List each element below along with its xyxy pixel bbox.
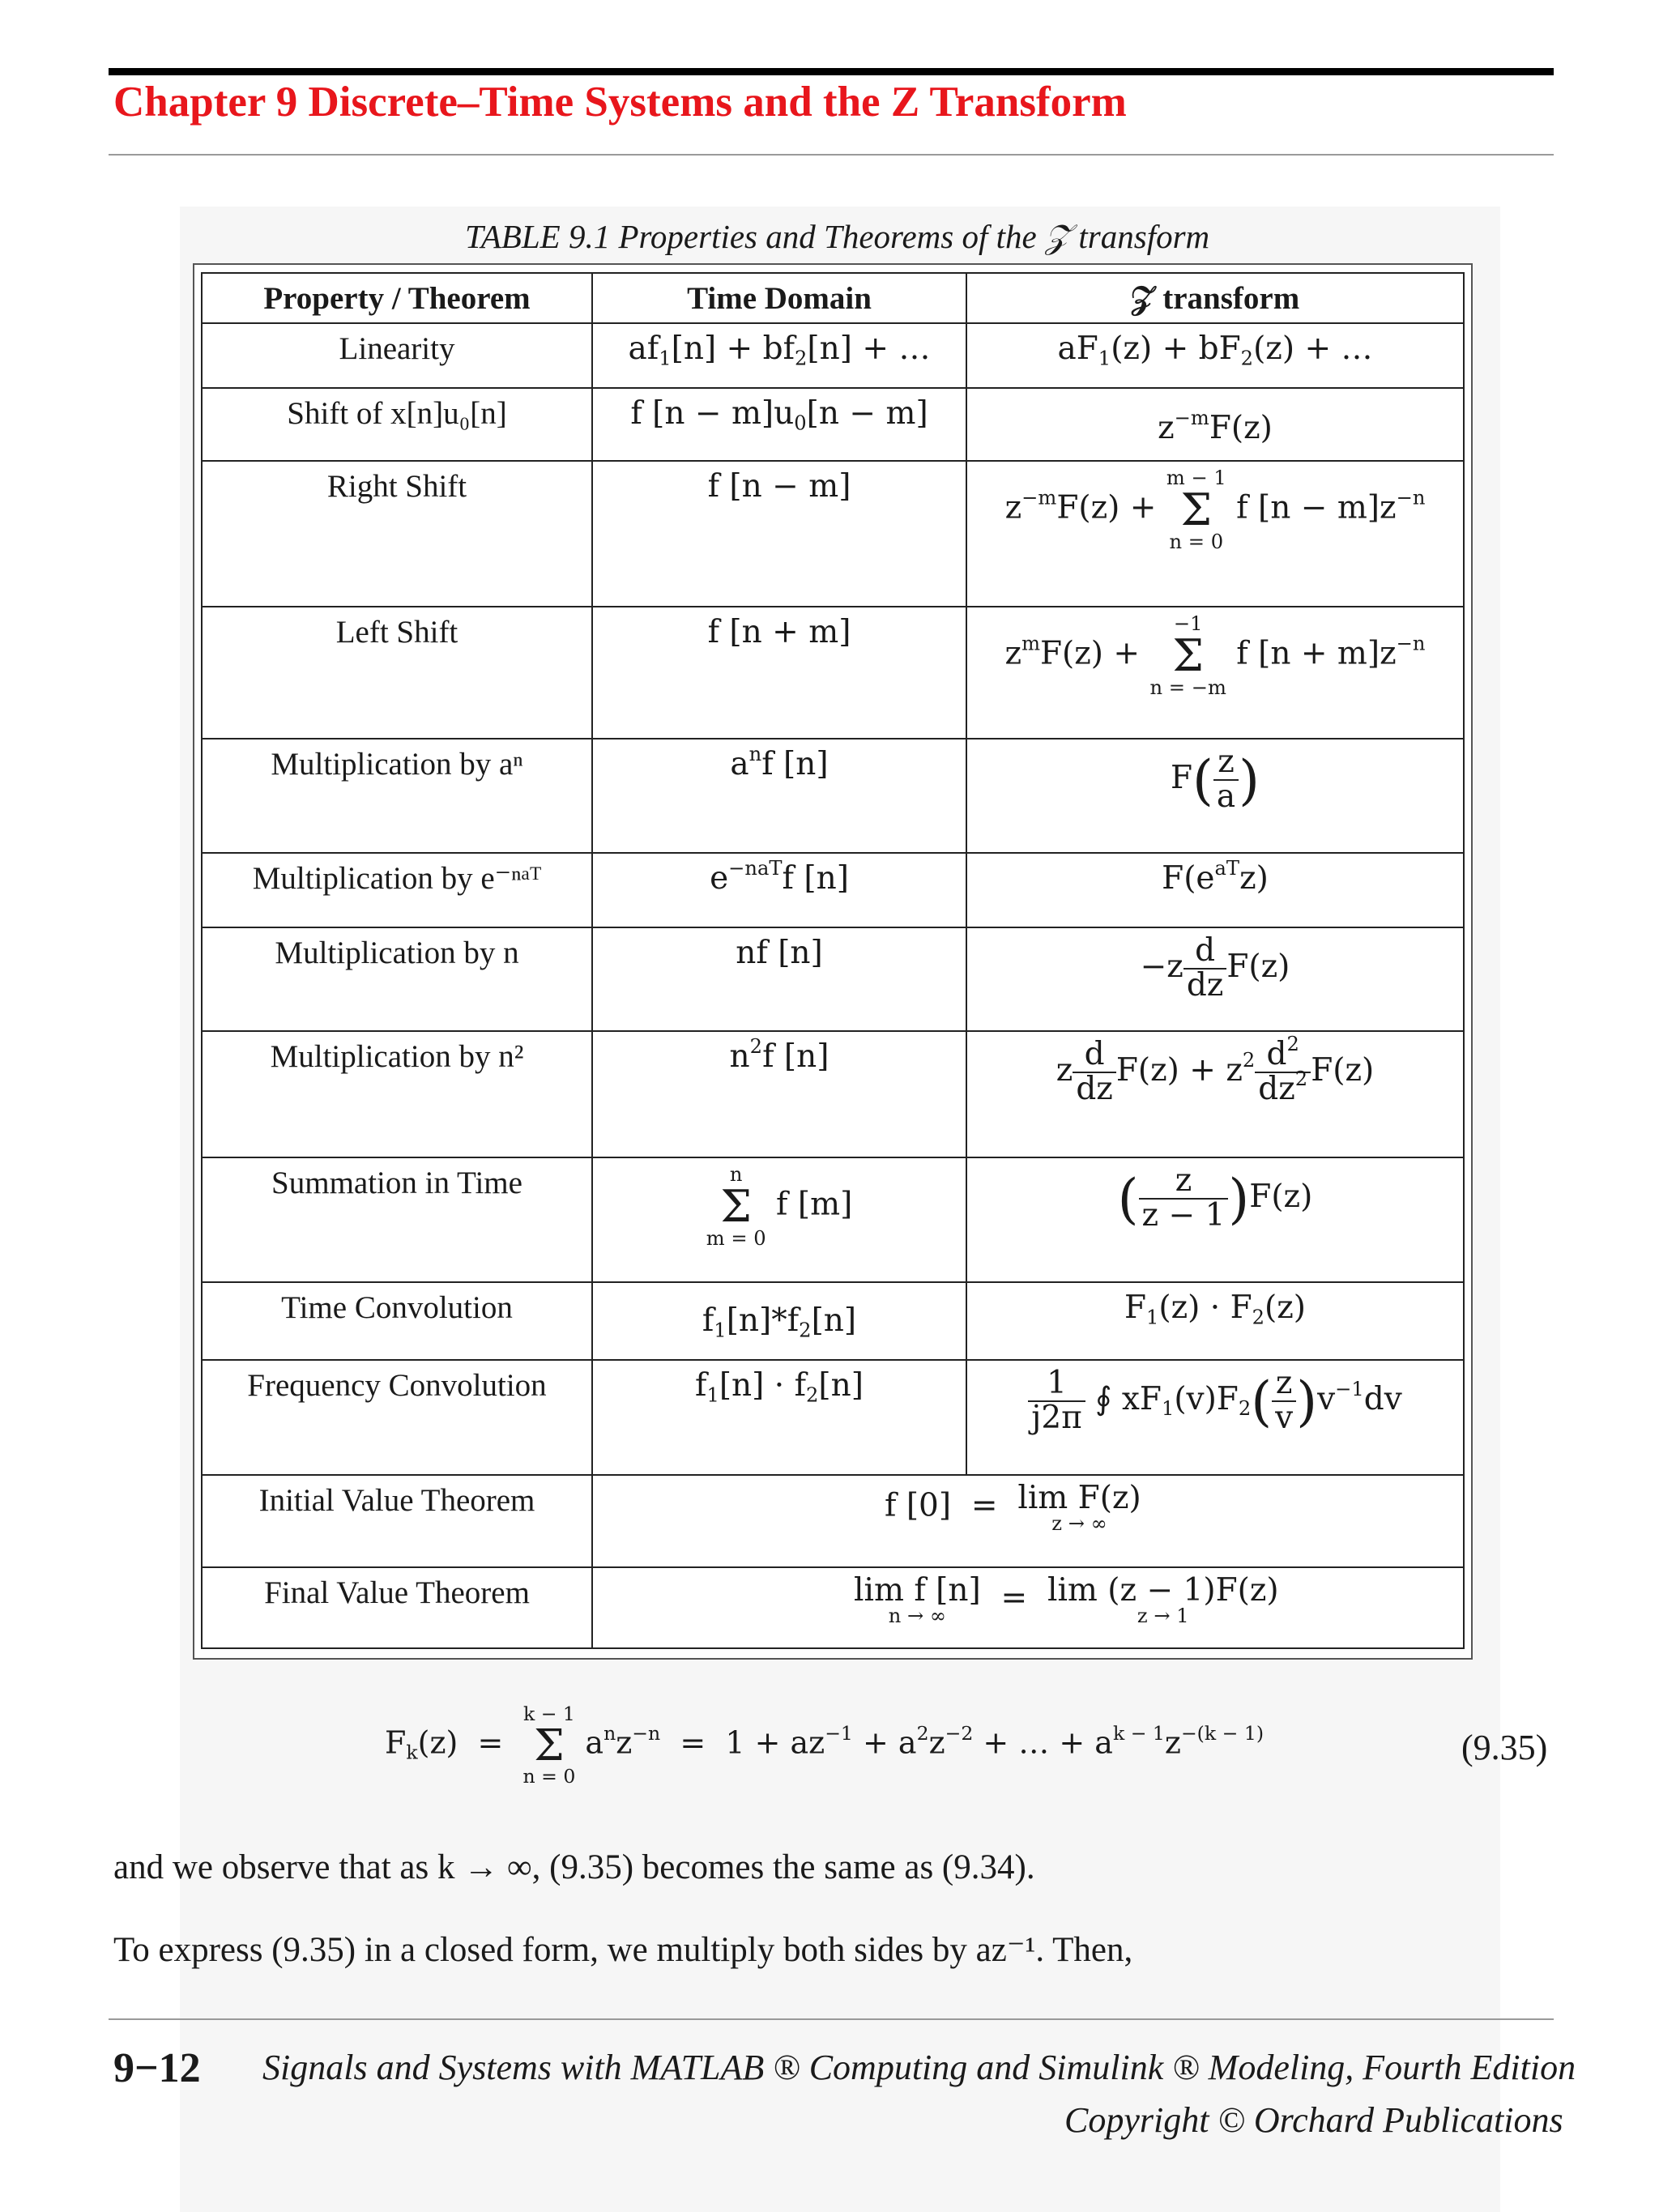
z-transform-cell: F( $\frac{z}{a}$ ) [966, 739, 1464, 853]
z-transform-cell: z $\frac{d}{dz}$ $F(z) + z^2$ $\frac{d^2}{dz^2}$ F(z) [966, 1031, 1464, 1157]
table-caption: TABLE 9.1 Properties and Theorems of the 𝒵 transform [465, 218, 1210, 255]
property-cell: Initial Value Theorem [202, 1475, 592, 1567]
table-row [202, 323, 1464, 388]
time-domain-cell: $f_1[n]*f_2[n]$ [592, 1282, 966, 1360]
property-cell: Summation in Time [202, 1157, 592, 1282]
header-bar [109, 68, 1554, 75]
time-domain-cell: f [n + m] [592, 607, 966, 739]
property-cell: Multiplication by n [202, 927, 592, 1031]
time-domain-cell: $af_1[n] + bf_2[n]$ + … [592, 323, 966, 388]
time-domain-cell: n Σ m = 0 f [m] [592, 1157, 966, 1282]
property-cell: Time Convolution [202, 1282, 592, 1360]
footer-rule [109, 2018, 1554, 2020]
page-number: 9−12 [113, 2045, 201, 2091]
equation-number: (9.35) [1461, 1728, 1548, 1767]
z-transform-cell: $z^mF(z)$ + −1 Σ n = −m f $[n + m]z^{-n}$ [966, 607, 1464, 739]
table-row [202, 1031, 1464, 1157]
time-domain-cell: $e^{-naT}f$ [n] [592, 853, 966, 927]
time-domain-cell: $f_1[n] \cdot f_2[n]$ [592, 1360, 966, 1475]
table-row [202, 388, 1464, 461]
copyright-line: Copyright © Orchard Publications [1064, 2100, 1563, 2140]
z-transform-cell: ( $\frac{z}{z - 1}$ )F(z) [966, 1157, 1464, 1282]
table-row [202, 1475, 1464, 1567]
book-title: Signals and Systems with MATLAB ® Computing and Simulink ® Modeling, Fourth Edition [262, 2048, 1576, 2087]
property-cell: Multiplication by n² [202, 1031, 592, 1157]
z-transform-cell: $z^{-m}F(z)$ + m − 1 Σ n = 0 f $[n - m]z^{-n}$ [966, 461, 1464, 607]
property-cell: Frequency Convolution [202, 1360, 592, 1475]
property-cell: Linearity [202, 323, 592, 388]
column-header-time-domain: Time Domain [592, 273, 966, 323]
table-row [202, 853, 1464, 927]
body-paragraph: To express (9.35) in a closed form, we multiply both sides by az⁻¹. Then, [113, 1931, 1133, 1969]
chapter-title: Chapter 9 Discrete–Time Systems and the Z Transform [113, 79, 1127, 126]
table-row [202, 1567, 1464, 1648]
property-cell: Final Value Theorem [202, 1567, 592, 1648]
z-transform-cell: $aF_1(z) + bF_2(z)$ + … [966, 323, 1464, 388]
table-row [202, 1157, 1464, 1282]
time-domain-cell: f [n − m] [592, 461, 966, 607]
time-domain-cell: $a^nf$ [n] [592, 739, 966, 853]
property-cell: Shift of x[n]u₀[n] [202, 388, 592, 461]
z-transform-cell: $z^{-m}F(z)$ [966, 388, 1464, 461]
z-transform-cell: $\frac{1}{j2\pi}$ ∮ $xF_1(v)F_2$( $\frac{z}{v}$ )$v^{-1}dv$ [966, 1360, 1464, 1475]
properties-table [201, 272, 1465, 1649]
property-cell: Left Shift [202, 607, 592, 739]
table-header-row [202, 273, 1464, 323]
table-row [202, 927, 1464, 1031]
property-cell: Multiplication by e⁻ⁿᵃᵀ [202, 853, 592, 927]
body-paragraph: and we observe that as k → ∞, (9.35) becomes the same as (9.34). [113, 1848, 1035, 1886]
header-rule [109, 154, 1554, 156]
column-header-property: Property / Theorem [202, 273, 592, 323]
property-cell: Right Shift [202, 461, 592, 607]
table-row [202, 461, 1464, 607]
property-cell: Multiplication by aⁿ [202, 739, 592, 853]
z-transform-cell: $F_1(z) \cdot F_2(z)$ [966, 1282, 1464, 1360]
time-domain-cell: f $[n - m]u_0[n - m]$ [592, 388, 966, 461]
column-header-z-transform: 𝒵 transform [966, 273, 1464, 323]
time-domain-cell: $n^2f$ [n] [592, 1031, 966, 1157]
z-transform-cell: −z $\frac{d}{dz}$ F(z) [966, 927, 1464, 1031]
table-row [202, 1360, 1464, 1475]
equation-9-35: $F_k(z)$ = k − 1 Σ n = 0 $a^nz^{-n} = 1 + az^{-1} + a^2z^{-2}$ + … + $a^{k - 1}z^{-(k - 1)}$ [385, 1703, 1265, 1788]
theorem-cell: lim f [n] n → ∞ = lim (z − 1)F(z) z → 1 [592, 1567, 1464, 1648]
table-row [202, 1282, 1464, 1360]
theorem-cell: f [0] = lim F(z) z → ∞ [592, 1475, 1464, 1567]
z-transform-cell: $F(e^{aT}z)$ [966, 853, 1464, 927]
time-domain-cell: nf [n] [592, 927, 966, 1031]
table-row [202, 739, 1464, 853]
table-row [202, 607, 1464, 739]
